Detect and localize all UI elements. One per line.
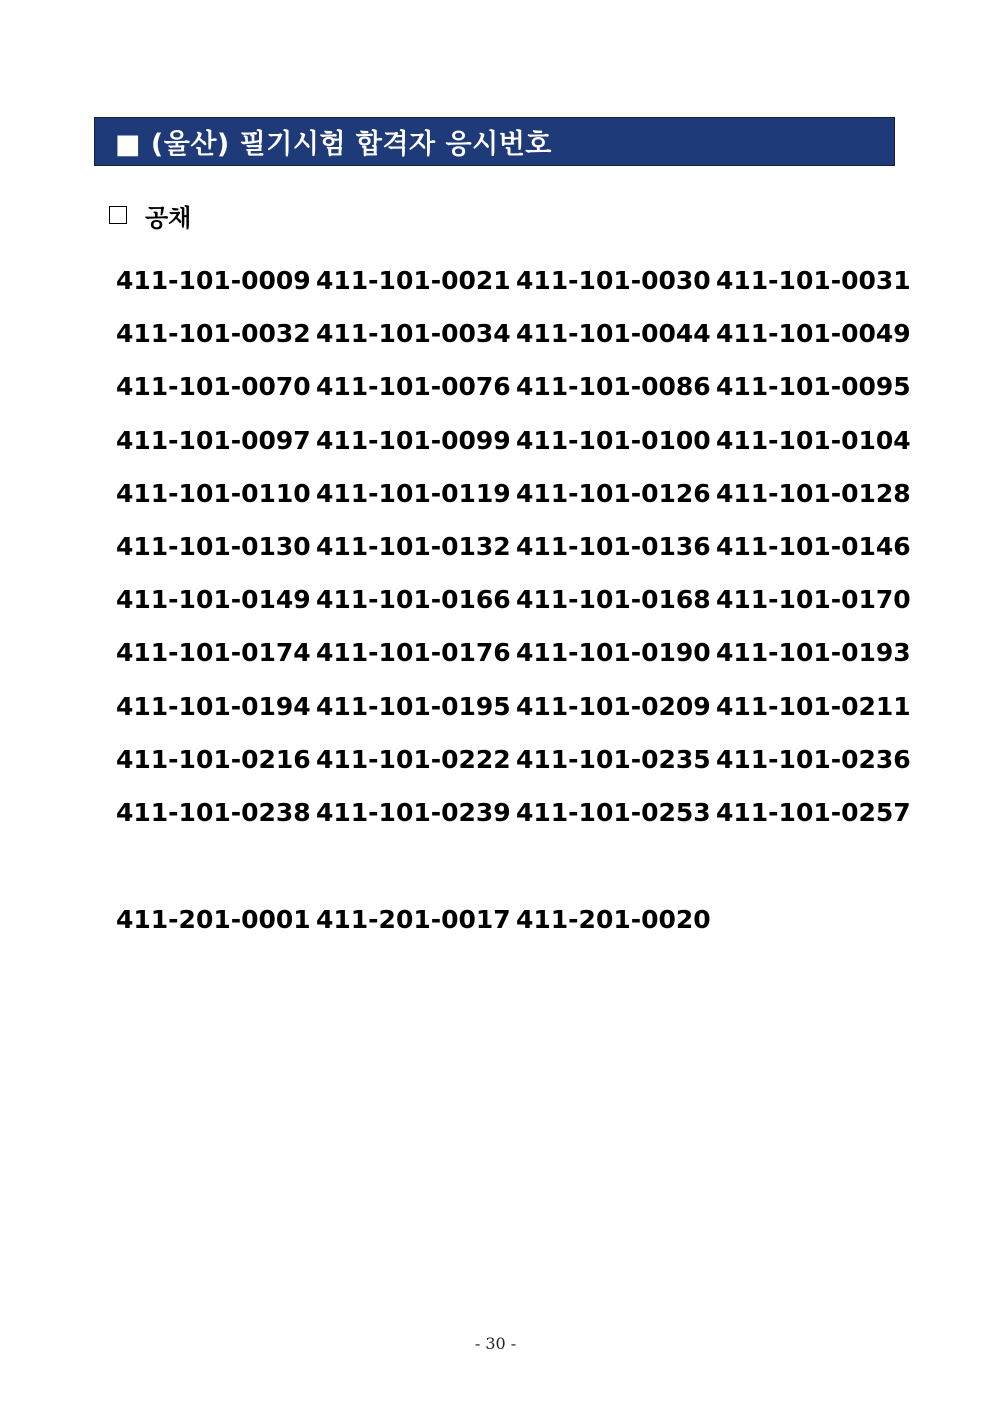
- applicant-number: 411-101-0099: [316, 425, 511, 455]
- section-title-bar: [94, 117, 895, 166]
- applicant-number: 411-101-0174: [116, 638, 311, 668]
- applicant-number: 411-101-0128: [716, 478, 911, 508]
- applicant-number: 411-101-0104: [716, 425, 911, 455]
- applicant-number: 411-101-0253: [516, 797, 711, 827]
- applicant-number: 411-101-0110: [116, 478, 311, 508]
- applicant-number: 411-101-0086: [516, 372, 711, 402]
- applicant-number: 411-101-0257: [716, 797, 911, 827]
- section-heading: [109, 198, 191, 232]
- applicant-number-grid-primary: [116, 262, 911, 847]
- applicant-number: 411-101-0132: [316, 531, 511, 561]
- applicant-number: 411-101-0032: [116, 319, 311, 349]
- applicant-number: 411-101-0239: [316, 797, 511, 827]
- applicant-number: 411-101-0126: [516, 478, 711, 508]
- applicant-number: 411-101-0190: [516, 638, 711, 668]
- applicant-number: 411-201-0017: [316, 905, 511, 934]
- applicant-number: 411-201-0020: [516, 905, 711, 934]
- applicant-number: 411-101-0100: [516, 425, 711, 455]
- applicant-number: 411-101-0076: [316, 372, 511, 402]
- applicant-number: 411-101-0070: [116, 372, 311, 402]
- applicant-number: 411-101-0034: [316, 319, 511, 349]
- applicant-number: 411-101-0195: [316, 691, 511, 721]
- page-number: - 30 -: [474, 1334, 517, 1353]
- applicant-number: 411-101-0222: [316, 744, 511, 774]
- page-title: ■ (울산) 필기시험 합격자 응시번호: [115, 129, 552, 160]
- applicant-number: 411-101-0095: [716, 372, 911, 402]
- applicant-number-grid-secondary: [116, 901, 896, 954]
- applicant-number: 411-101-0146: [716, 531, 911, 561]
- applicant-number: 411-101-0119: [316, 478, 511, 508]
- applicant-number: 411-101-0236: [716, 744, 911, 774]
- applicant-number: 411-101-0031: [716, 266, 911, 295]
- applicant-number: 411-101-0044: [516, 319, 711, 349]
- applicant-number: 411-101-0211: [716, 691, 911, 721]
- applicant-number: 411-101-0216: [116, 744, 311, 774]
- applicant-number: 411-101-0009: [116, 266, 311, 295]
- section-label: 공채: [145, 203, 192, 232]
- applicant-number: 411-101-0049: [716, 319, 911, 349]
- applicant-number: 411-101-0030: [516, 266, 711, 295]
- applicant-number: 411-201-0001: [116, 905, 311, 934]
- applicant-number: 411-101-0166: [316, 585, 511, 615]
- applicant-number: 411-101-0136: [516, 531, 711, 561]
- applicant-number: 411-101-0238: [116, 797, 311, 827]
- applicant-number: 411-101-0149: [116, 585, 311, 615]
- applicant-number: 411-101-0209: [516, 691, 711, 721]
- applicant-number: 411-101-0130: [116, 531, 311, 561]
- applicant-number: 411-101-0235: [516, 744, 711, 774]
- applicant-number: 411-101-0194: [116, 691, 311, 721]
- empty-square-icon: [109, 206, 127, 224]
- applicant-number: 411-101-0176: [316, 638, 511, 668]
- applicant-number: 411-101-0021: [316, 266, 511, 295]
- applicant-number: 411-101-0168: [516, 585, 711, 615]
- applicant-number: 411-101-0170: [716, 585, 911, 615]
- applicant-number: 411-101-0097: [116, 425, 311, 455]
- applicant-number: 411-101-0193: [716, 638, 911, 668]
